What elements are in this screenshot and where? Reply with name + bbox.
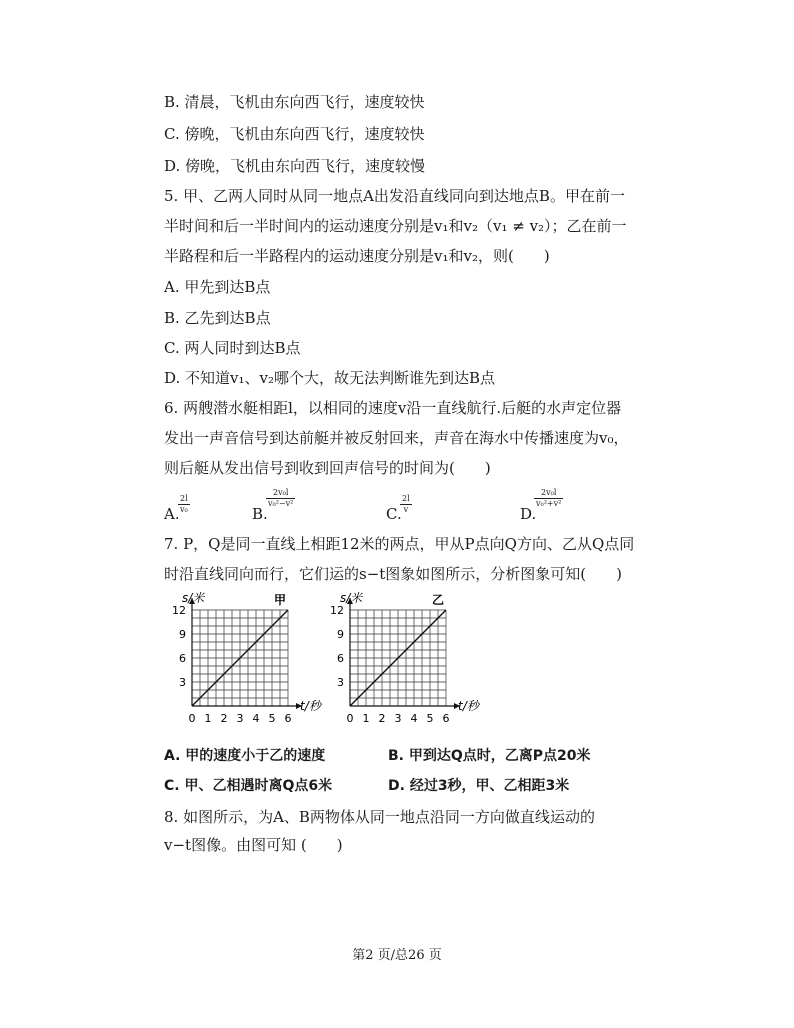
q6-option-b-denominator: v₀²−v² <box>268 499 294 508</box>
y-tick-label: 6 <box>337 652 344 665</box>
x-tick-label: 0 <box>188 712 196 725</box>
q5-option-c: C. 两人同时到达B点 <box>164 339 301 357</box>
series-label: 乙 <box>432 593 445 607</box>
x-tick-label: 3 <box>394 712 402 725</box>
y-tick-label: 3 <box>179 676 186 689</box>
y-axis-label: s/米 <box>340 591 363 605</box>
x-tick-label: 6 <box>442 712 450 725</box>
x-tick-label: 1 <box>362 712 370 725</box>
x-tick-label: 5 <box>426 712 434 725</box>
x-axis-label: t/秒 <box>458 699 479 713</box>
q6-stem-line-3: 则后艇从发出信号到收到回声信号的时间为( ) <box>164 459 491 477</box>
q6-option-a-label: A. <box>164 505 180 523</box>
x-tick-label: 2 <box>220 712 228 725</box>
y-tick-label: 12 <box>172 604 186 617</box>
q6-option-b-label: B. <box>252 505 268 523</box>
q4-option-b: B. 清晨，飞机由东向西飞行，速度较快 <box>164 93 425 111</box>
q6-option-c-label: C. <box>386 505 402 523</box>
q4-option-d: D. 傍晚，飞机由东向西飞行，速度较慢 <box>164 157 426 175</box>
q6-option-b-fraction <box>266 488 295 509</box>
x-tick-label: 0 <box>346 712 354 725</box>
q7-option-b: B. 甲到达Q点时，乙离P点20米 <box>388 748 591 764</box>
y-tick-label: 9 <box>337 628 344 641</box>
x-tick-label: 2 <box>378 712 386 725</box>
q7-option-c: C. 甲、乙相遇时离Q点6米 <box>164 778 333 794</box>
st-chart-yi <box>328 590 478 728</box>
q6-option-d-fraction <box>534 488 563 509</box>
y-tick-label: 12 <box>330 604 344 617</box>
x-tick-label: 4 <box>252 712 260 725</box>
q7-option-a: A. 甲的速度小于乙的速度 <box>164 748 326 764</box>
series-label: 甲 <box>274 593 287 607</box>
q6-option-c-denominator: v <box>403 505 409 514</box>
q6-option-d-denominator: v₀²+v² <box>536 499 562 508</box>
q8-stem-line-2: v−t图像。由图可知 ( ) <box>164 836 343 854</box>
y-tick-label: 6 <box>179 652 186 665</box>
x-tick-label: 3 <box>236 712 244 725</box>
st-chart-jia <box>170 590 321 728</box>
y-tick-label: 9 <box>179 628 186 641</box>
x-tick-label: 1 <box>204 712 212 725</box>
q6-option-c-numerator: 2l <box>402 494 410 503</box>
q5-option-b: B. 乙先到达B点 <box>164 309 271 327</box>
q7-stem-line-1: 7. P，Q是同一直线上相距12米的两点，甲从P点向Q方向、乙从Q点同 <box>164 535 635 553</box>
q6-stem-line-2: 发出一声音信号到达前艇并被反射回来，声音在海水中传播速度为v₀， <box>164 429 629 447</box>
q6-option-a-numerator: 2l <box>178 494 190 505</box>
y-tick-label: 3 <box>337 676 344 689</box>
q5-option-a: A. 甲先到达B点 <box>164 278 271 296</box>
q5-option-d: D. 不知道v₁、v₂哪个大，故无法判断谁先到达B点 <box>164 369 496 387</box>
x-tick-label: 6 <box>284 712 292 725</box>
q5-stem-line-3: 半路程和后一半路程内的运动速度分别是v₁和v₂，则( ) <box>164 247 550 265</box>
q6-option-b-numerator: 2v₀l <box>266 488 295 499</box>
x-axis-label: t/秒 <box>300 699 321 713</box>
q5-stem-line-2: 半时间和后一半时间内的运动速度分别是v₁和v₂（v₁ ≠ v₂）；乙在前一 <box>164 217 627 235</box>
q7-option-d: D. 经过3秒，甲、乙相距3米 <box>388 778 570 794</box>
q6-option-c-fraction <box>400 494 412 515</box>
q4-option-c: C. 傍晚，飞机由东向西飞行，速度较快 <box>164 125 425 143</box>
y-axis-label: s/米 <box>182 591 205 605</box>
q5-stem-line-1: 5. 甲、乙两人同时从同一地点A出发沿直线同向到达地点B。甲在前一 <box>164 187 625 205</box>
q6-option-a-fraction <box>178 494 190 515</box>
q6-option-d-numerator: 2v₀l <box>534 488 563 499</box>
q7-stem-line-2: 时沿直线同向而行，它们运的s−t图象如图所示，分析图象可知( ) <box>164 565 623 583</box>
q6-stem-line-1: 6. 两艘潜水艇相距l，以相同的速度v沿一直线航行.后艇的水声定位器 <box>164 399 622 417</box>
q6-option-a-denominator: v₀ <box>180 505 188 514</box>
page-footer: 第2 页/总26 页 <box>352 948 442 963</box>
x-tick-label: 4 <box>410 712 418 725</box>
x-tick-label: 5 <box>268 712 276 725</box>
q6-option-d-label: D. <box>520 505 537 523</box>
q8-stem-line-1: 8. 如图所示，为A、B两物体从同一地点沿同一方向做直线运动的 <box>164 808 595 826</box>
